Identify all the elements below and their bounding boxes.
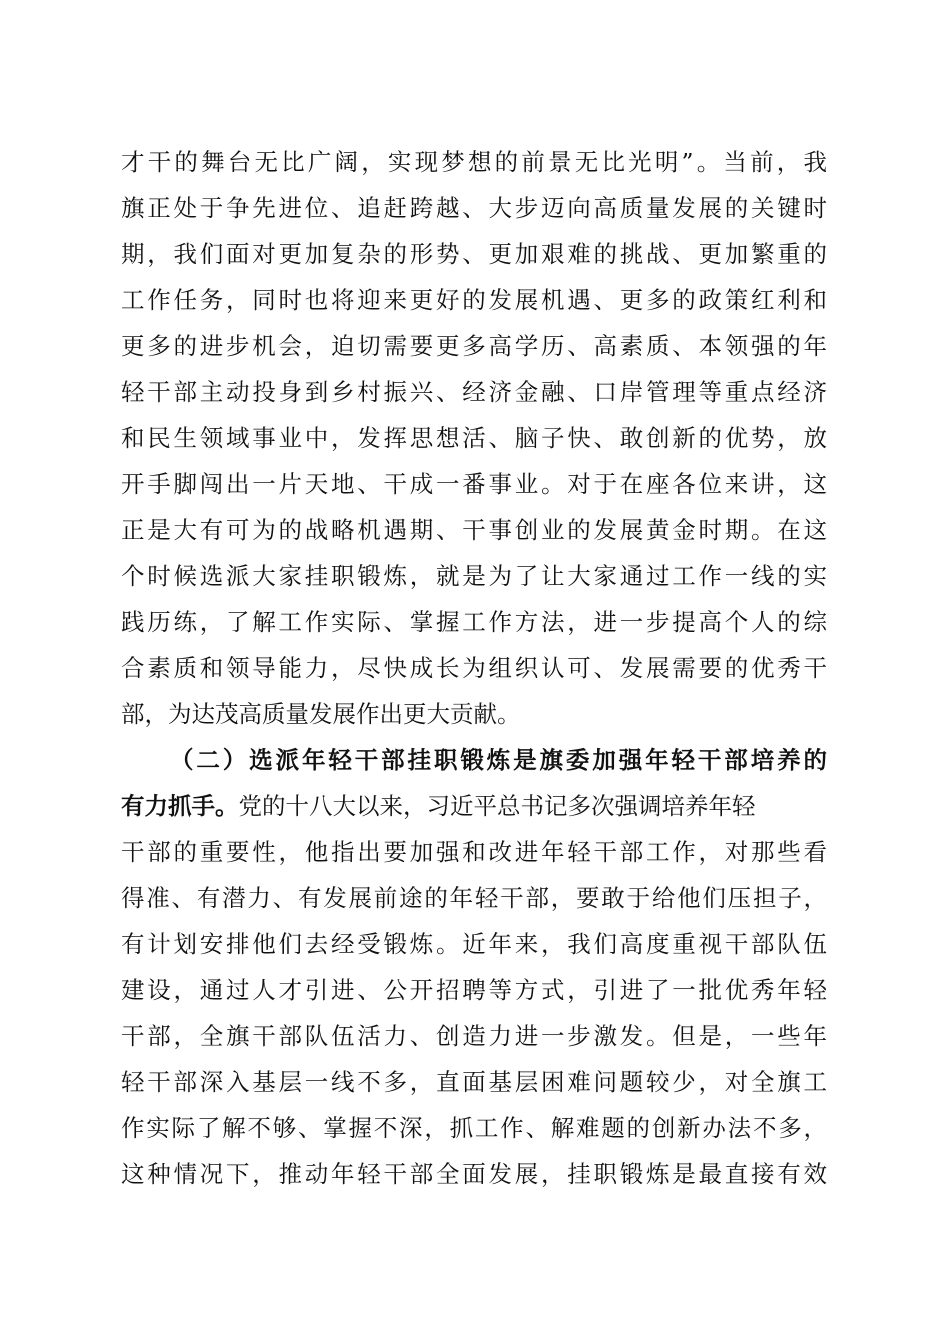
text-line: 开手脚闯出一片天地、干成一番事业。对于在座各位来讲，这 [121,470,827,498]
text-line: 建设，通过人才引进、公开招聘等方式，引进了一批优秀年轻 [121,976,827,1004]
section-heading: （二）选派年轻干部挂职锻炼是旗委加强年轻干部培养的 [170,746,827,774]
text-line: 干部，全旗干部队伍活力、创造力进一步激发。但是，一些年 [121,1022,827,1050]
text-line: 轻干部主动投身到乡村振兴、经济金融、口岸管理等重点经济 [121,378,827,406]
text-line: 轻干部深入基层一线不多，直面基层困难问题较少，对全旗工 [121,1068,827,1096]
text-line: 才干的舞台无比广阔，实现梦想的前景无比光明”。当前，我 [121,148,827,176]
text-line: 正是大有可为的战略机遇期、干事创业的发展黄金时期。在这 [121,516,827,544]
text-line [121,783,827,829]
text-line: 合素质和领导能力，尽快成长为组织认可、发展需要的优秀干 [121,654,827,682]
text-line: 干部的重要性，他指出要加强和改进年轻干部工作，对那些看 [121,838,827,866]
text-line: 这种情况下，推动年轻干部全面发展，挂职锻炼是最直接有效 [121,1160,827,1188]
section-heading-end: 有力抓手。 [121,792,239,820]
text-line: 期，我们面对更加复杂的形势、更加艰难的挑战、更加繁重的 [121,240,827,268]
text-line: 得准、有潜力、有发展前途的年轻干部，要敢于给他们压担子， [121,884,827,912]
text-line: 个时候选派大家挂职锻炼，就是为了让大家通过工作一线的实 [121,562,827,590]
text-run: 党的十八大以来，习近平总书记多次强调培养年轻 [238,792,756,820]
text-line: 践历练，了解工作实际、掌握工作方法，进一步提高个人的综 [121,608,827,636]
text-line: 工作任务，同时也将迎来更好的发展机遇、更多的政策红利和 [121,286,827,314]
text-line: 和民生领域事业中，发挥思想活、脑子快、敢创新的优势，放 [121,424,827,452]
text-line: 部，为达茂高质量发展作出更大贡献。 [121,700,521,728]
text-line: 作实际了解不够、掌握不深，抓工作、解难题的创新办法不多， [121,1114,827,1142]
text-line: 旗正处于争先进位、追赶跨越、大步迈向高质量发展的关键时 [121,194,827,222]
text-line: 有计划安排他们去经受锻炼。近年来，我们高度重视干部队伍 [121,930,827,958]
text-line: 更多的进步机会，迫切需要更多高学历、高素质、本领强的年 [121,332,827,360]
